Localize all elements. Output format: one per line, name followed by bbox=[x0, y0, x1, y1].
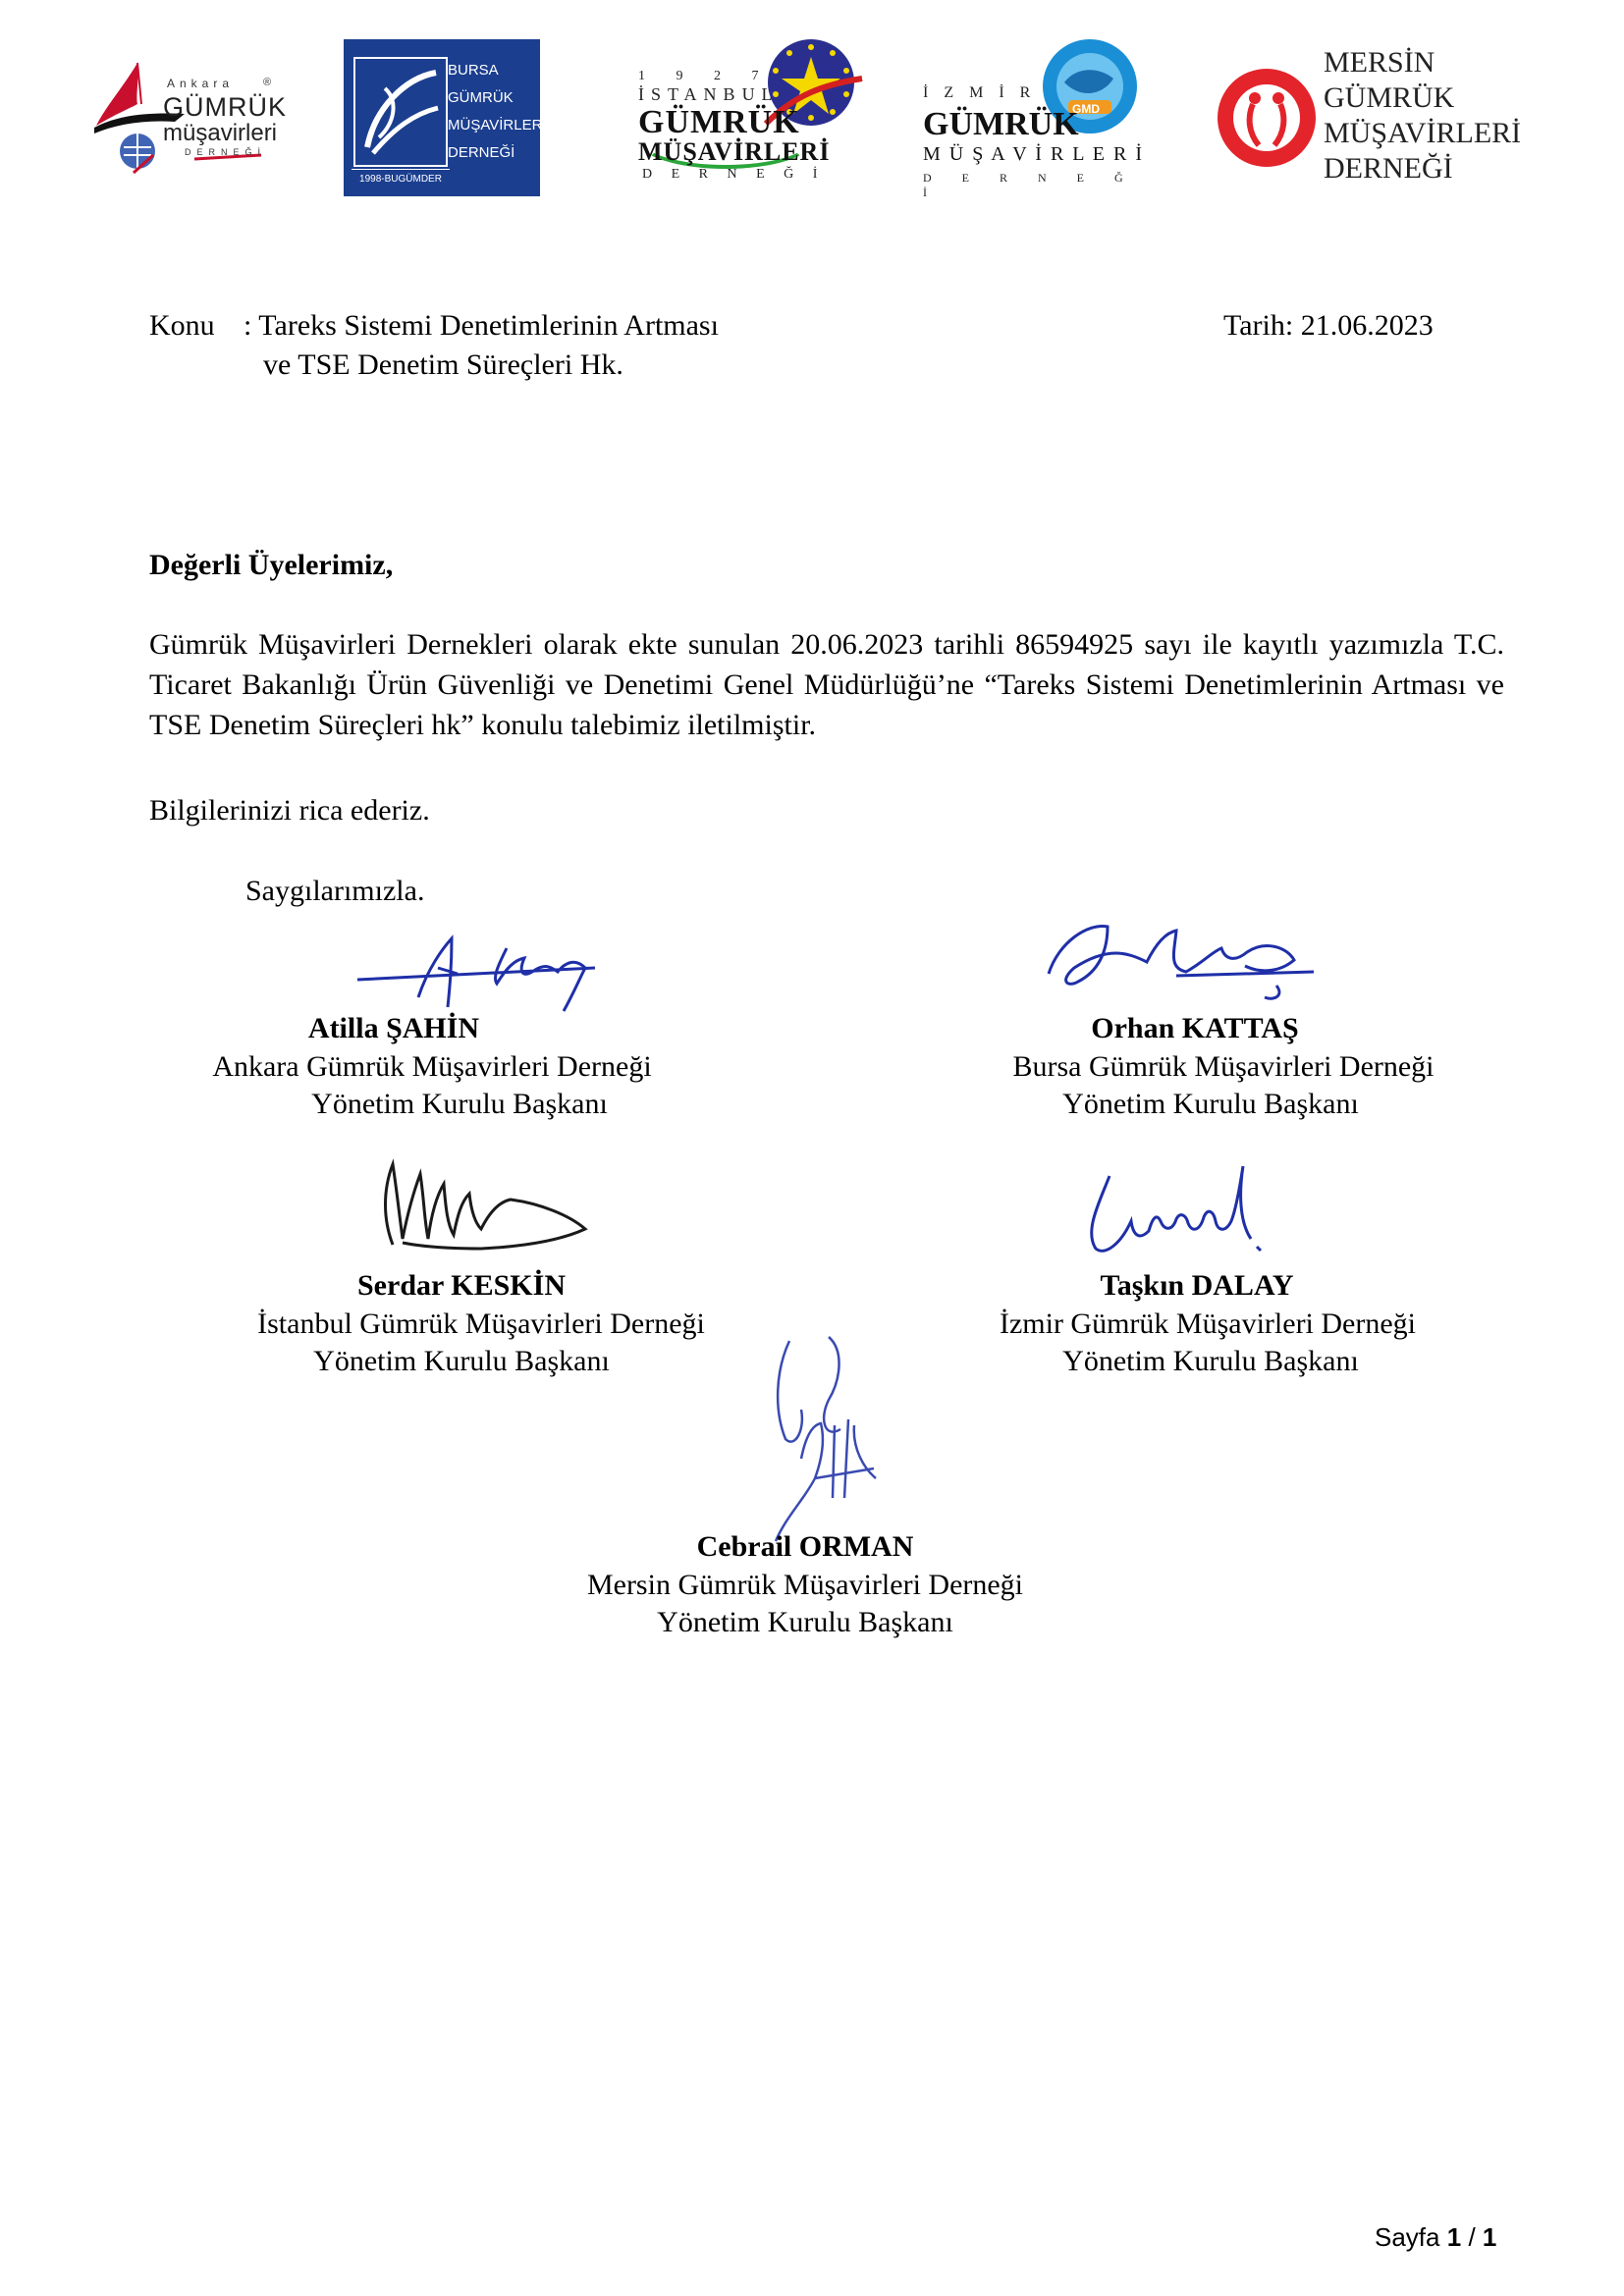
bursa-logo-tag: 1998-BUGÜMDER bbox=[352, 169, 450, 185]
bursa-logo bbox=[344, 39, 547, 196]
ankara-logo bbox=[77, 57, 287, 175]
signatory-3-title: Yönetim Kurulu Başkanı bbox=[313, 1345, 610, 1377]
signatory-3-name: Serdar KESKİN bbox=[357, 1269, 566, 1302]
footer-total-pages: 1 bbox=[1482, 2222, 1497, 2252]
istanbul-logo bbox=[628, 35, 864, 192]
bursa-logo-line4: DERNEĞİ bbox=[448, 144, 515, 161]
signatory-2 bbox=[958, 1009, 1489, 1123]
signature-sahin bbox=[350, 929, 615, 1017]
signatory-1 bbox=[167, 1009, 697, 1123]
bursa-logo-line2: GÜMRÜK bbox=[448, 89, 514, 106]
signatory-5-title: Yönetim Kurulu Başkanı bbox=[657, 1606, 953, 1638]
body-paragraph-2: Bilgilerinizi rica ederiz. bbox=[149, 794, 430, 827]
signatory-4-org: İzmir Gümrük Müşavirleri Derneği bbox=[999, 1308, 1417, 1340]
signatory-1-title: Yönetim Kurulu Başkanı bbox=[311, 1088, 608, 1120]
ankara-logo-line1: GÜMRÜK bbox=[163, 92, 287, 122]
signatory-2-name: Orhan KATTAŞ bbox=[1091, 1012, 1299, 1044]
mersin-logo-line2: GÜMRÜK bbox=[1324, 81, 1455, 114]
document-date: Tarih: 21.06.2023 bbox=[1223, 309, 1434, 342]
istanbul-logo-line3: D E R N E Ğ İ bbox=[642, 167, 826, 182]
mersin-logo-line1: MERSİN bbox=[1324, 46, 1435, 79]
footer-separator: / bbox=[1468, 2222, 1476, 2252]
mersin-logo bbox=[1218, 35, 1522, 200]
istanbul-logo-line2: MÜŞAVİRLERİ bbox=[638, 137, 831, 166]
mersin-logo-line3: MÜŞAVİRLERİ bbox=[1324, 117, 1522, 149]
bursa-logo-line1: BURSA bbox=[448, 62, 499, 79]
istanbul-logo-line1: GÜMRÜK bbox=[638, 104, 800, 140]
page-footer bbox=[1375, 2222, 1496, 2253]
subject-line-1: : Tareks Sistemi Denetimlerinin Artması bbox=[244, 309, 719, 342]
izmir-logo-line2: M Ü Ş A V İ R L E R İ bbox=[923, 143, 1144, 165]
signatory-5-org: Mersin Gümrük Müşavirleri Derneği bbox=[586, 1569, 1024, 1601]
signatory-4 bbox=[958, 1266, 1489, 1380]
ankara-logo-mark: ® bbox=[263, 77, 272, 88]
signatory-4-title: Yönetim Kurulu Başkanı bbox=[1062, 1345, 1359, 1377]
signature-keskin bbox=[363, 1150, 599, 1258]
ankara-logo-small: Ankara bbox=[167, 77, 235, 90]
signatory-5-name: Cebrail ORMAN bbox=[696, 1530, 914, 1563]
ankara-logo-line3: DERNEĞİ bbox=[185, 147, 267, 157]
body-paragraph-1: Gümrük Müşavirleri Dernekleri olarak ekte sunulan 20.06.2023 tarihli 86594925 sayı ile kayıtlı yazımızla T.C. Ticaret Bakanlığı Ürün Güvenliği ve Denetimi Genel Müdürlüğü’ne “Tareks Sistemi Denetimlerinin Artması ve TSE Denetim Süreçleri hk” konulu talebimiz iletilmiştir. bbox=[149, 628, 1504, 741]
footer-current-page: 1 bbox=[1446, 2222, 1462, 2252]
signatory-1-name: Atilla ŞAHİN bbox=[307, 1012, 480, 1044]
subject-line-2: ve TSE Denetim Süreçleri Hk. bbox=[263, 348, 623, 381]
signature-kattas bbox=[1029, 913, 1324, 1001]
izmir-logo-badge: GMD bbox=[1072, 102, 1100, 116]
mersin-logo-line4: DERNEĞİ bbox=[1324, 152, 1453, 185]
signatory-2-org: Bursa Gümrük Müşavirleri Derneği bbox=[1012, 1050, 1435, 1083]
ankara-logo-line2: müşavirleri bbox=[163, 120, 278, 146]
signatory-5 bbox=[560, 1527, 1090, 1641]
closing: Saygılarımızla. bbox=[245, 875, 425, 907]
istanbul-logo-city: İSTANBUL bbox=[638, 84, 780, 104]
bursa-logo-line3: MÜŞAVİRLERİ bbox=[448, 117, 547, 133]
izmir-logo bbox=[923, 35, 1149, 199]
istanbul-logo-year: 1 9 2 7 bbox=[638, 69, 773, 83]
izmir-logo-line3: D E R N E Ğ İ bbox=[923, 171, 1137, 199]
signatory-3-org: İstanbul Gümrük Müşavirleri Derneği bbox=[257, 1308, 705, 1340]
signature-dalay bbox=[1070, 1152, 1286, 1260]
signatory-3 bbox=[216, 1266, 746, 1380]
signatory-1-org: Ankara Gümrük Müşavirleri Derneği bbox=[212, 1050, 652, 1083]
izmir-logo-line1: GÜMRÜK bbox=[923, 106, 1079, 142]
izmir-logo-city: İ Z M İ R bbox=[923, 84, 1037, 101]
footer-label: Sayfa bbox=[1375, 2222, 1440, 2252]
konu-label: Konu bbox=[149, 309, 215, 342]
salutation: Değerli Üyelerimiz, bbox=[149, 549, 394, 581]
mersin-seal-icon bbox=[1218, 35, 1316, 200]
signatory-2-title: Yönetim Kurulu Başkanı bbox=[1062, 1088, 1359, 1120]
signature-orman bbox=[746, 1331, 903, 1547]
bursa-emblem-icon bbox=[353, 57, 448, 167]
signatory-4-name: Taşkın DALAY bbox=[1100, 1269, 1294, 1302]
